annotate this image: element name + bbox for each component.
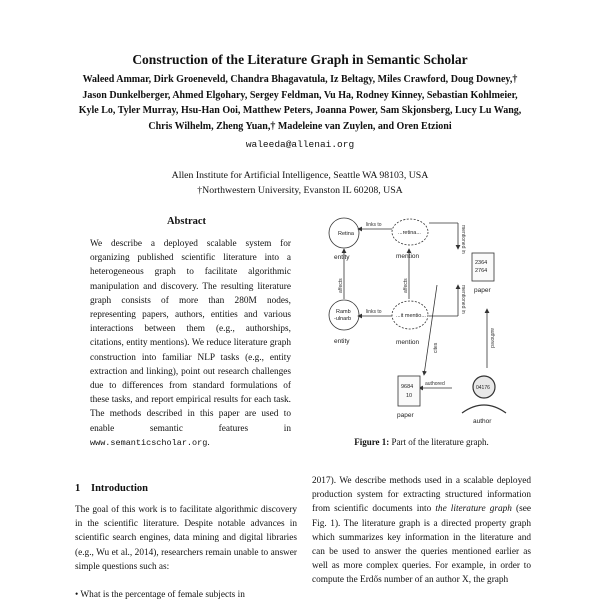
author: Waleed Ammar, — [82, 74, 152, 85]
figure-caption — [312, 437, 531, 447]
caption-label: Figure 1: — [354, 437, 390, 447]
section-heading — [75, 483, 305, 494]
author: Ahmed Elgohary, — [172, 89, 248, 101]
label-entity-bottom: entity — [334, 338, 350, 345]
author: Iz Beltagy, — [330, 74, 376, 85]
abstract-text: We describe a deployed scalable system for organizing published scientific literature into a heterogeneous graph to facilitate algorithmic manipulation and discovery. The resulting literature graph consists of more than 280M nodes, representing papers, authors, entities and various interactions between them (e.g., authorships, citations, entity mentions). We reduce literature graph construction into familiar NLP tasks (e.g., entity extraction and linking), point out research challenges due to differences from standard formulations of these tasks, and report empirical results for each task. The methods described in this paper are used to enable semantic features in — [90, 239, 291, 434]
entity-bottom-text2: -ulnarb — [334, 316, 352, 322]
author: Chandra Bhagavatula, — [230, 74, 328, 85]
author: Rodney Kinney, — [355, 89, 425, 101]
author: Dirk Groeneveld, — [153, 74, 228, 85]
right-text-before: 2017). We describe methods used in a scalable deployed production system for extracting structured information from scientific documents into — [312, 476, 531, 515]
edge-label-mentioned-in-top: mentioned in — [460, 225, 466, 254]
affiliation-secondary: †Northwestern University, Evanston IL 60208, USA — [197, 185, 403, 196]
edge-label-mentioned-in-bottom: mentioned in — [460, 285, 466, 314]
section-number: 1 — [75, 483, 81, 494]
author: Tyler Murray, — [117, 105, 179, 117]
section-title: Introduction — [91, 483, 148, 494]
caption-text: Part of the literature graph. — [391, 437, 489, 447]
author: Lucy Lu Wang, — [455, 105, 522, 117]
literature-graph-figure — [312, 213, 531, 431]
author: Madeleine van Zuylen, — [277, 120, 376, 132]
author: Vu Ha, — [323, 89, 354, 101]
author-list — [70, 72, 530, 134]
author: Sebastian Kohlmeier, — [426, 89, 518, 101]
entity-top-text: Retina — [338, 231, 354, 237]
right-text-italic: the literature graph — [435, 504, 512, 515]
author: Hsu-Han Ooi, — [180, 105, 241, 117]
edge-label-affects-center: affects — [403, 278, 409, 293]
abstract-period: . — [207, 437, 210, 448]
paper-bottom-text1: 9684 — [401, 384, 414, 390]
author: Chris Wilhelm, — [148, 120, 214, 132]
edge-label-links-to-top: links to — [366, 222, 382, 228]
paper-title: Construction of the Literature Graph in Semantic Scholar — [132, 52, 468, 67]
paper-top-text1: 2364 — [475, 260, 488, 266]
author-text: 04176 — [476, 385, 490, 391]
intro-paragraph: The goal of this work is to facilitate algorithmic discovery in the scientific literature. Despite notable advances in scientific search engines, data mining and digital libraries (e.g., Wu et al., 2014), researchers remain unable to answer simple questions such as: — [75, 505, 297, 572]
abstract-heading: Abstract — [166, 216, 207, 227]
label-author: author — [473, 418, 492, 425]
author: and Oren Etzioni — [377, 120, 452, 132]
abstract-url[interactable]: www.semanticscholar.org — [90, 437, 208, 448]
author: Zheng Yuan,† — [216, 120, 276, 132]
edge-label-cites: cites — [433, 342, 439, 353]
contact-email[interactable]: waleeda@allenai.org — [245, 139, 355, 150]
mention-bottom-text: ...it mentio... — [396, 313, 426, 319]
label-mention-bottom: mention — [396, 339, 420, 346]
node-paper-top — [472, 253, 494, 281]
label-paper-bottom: paper — [397, 412, 414, 419]
author: Jason Dunkelberger, — [82, 89, 171, 101]
edge-cites — [424, 285, 437, 375]
abstract-body — [90, 237, 291, 450]
affiliation-primary: Allen Institute for Artificial Intelligence, Seattle WA 98103, USA — [171, 170, 429, 181]
mention-top-text: ...retina... — [398, 230, 421, 236]
edge-label-links-to-bottom: links to — [366, 309, 382, 315]
label-mention-top: mention — [396, 253, 420, 260]
author: Doug Downey,† — [450, 74, 518, 85]
paper-top-text2: 2764 — [475, 268, 488, 274]
bullet-item: • What is the percentage of female subjects in — [75, 590, 245, 600]
author: Sam Skjonsberg, — [380, 105, 453, 117]
right-text-after: (see Fig. 1). The literature graph is a directed property graph which summarizes key information in the literature and can be used to answer the queries mentioned earlier as well as more complex queries. For example, in order to compute the Erdős number of an author X, the graph — [312, 504, 531, 586]
author: Sergey Feldman, — [249, 89, 322, 101]
author: Kyle Lo, — [78, 105, 116, 117]
right-column-text — [312, 474, 531, 588]
edge-label-affects-left: affects — [338, 278, 344, 293]
paper-bottom-text2: 10 — [406, 393, 413, 399]
label-paper-top: paper — [474, 287, 491, 294]
node-author-body — [462, 405, 506, 413]
edge-label-authored-left: authored — [425, 381, 445, 387]
node-entity-bottom — [329, 300, 359, 330]
author: Matthew Peters, — [242, 105, 313, 117]
affiliations — [0, 168, 600, 198]
label-entity-top: entity — [334, 254, 350, 261]
author: Miles Crawford, — [377, 74, 449, 85]
graph-svg — [312, 213, 531, 431]
node-paper-bottom — [398, 376, 420, 406]
edge-label-authored-up: authored — [489, 328, 495, 348]
author: Joanna Power, — [315, 105, 378, 117]
entity-bottom-text1: Ramb — [336, 309, 351, 315]
